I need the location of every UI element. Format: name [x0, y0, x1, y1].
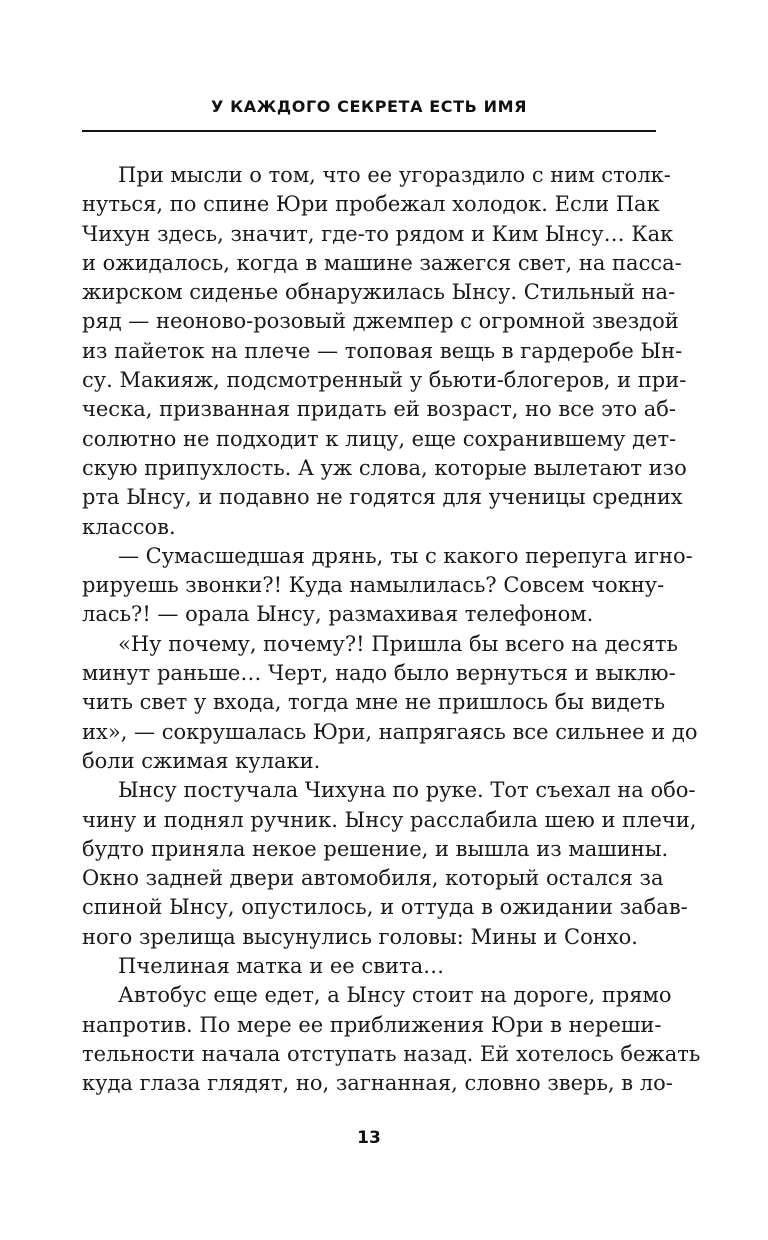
text-line: ческа, призванная придать ей возраст, но все это аб-	[82, 397, 677, 422]
paragraph	[82, 981, 701, 1098]
text-line: минут раньше… Черт, надо было вернуться и выклю-	[82, 661, 676, 686]
text-line: жирском сиденье обнаружилась Ынсу. Стильный на-	[82, 280, 676, 305]
text-line: «Ну почему, почему?! Пришла бы всего на десять	[118, 631, 678, 656]
text-line: спиной Ынсу, опустилось, и оттуда в ожидании забав-	[82, 895, 688, 920]
text-line: куда глаза глядят, но, загнанная, словно зверь, в ло-	[82, 1071, 673, 1096]
text-line: напротив. По мере ее приближения Юри в нереши-	[82, 1012, 662, 1037]
text-line: ного зрелища высунулись головы: Мины и Сонхо.	[82, 924, 638, 949]
text-line: Автобус еще едет, а Ынсу стоит на дороге, прямо	[118, 983, 672, 1008]
text-line: из пайеток на плече — топовая вещь в гардеробе Ын-	[82, 338, 683, 363]
text-line: классов.	[82, 514, 176, 539]
text-line: Ынсу постучала Чихуна по руке. Тот съехал на обо-	[118, 778, 696, 803]
paragraph	[82, 161, 687, 542]
text-line: ряд — неоново-розовый джемпер с огромной звездой	[82, 309, 679, 334]
text-line: Пчелиная матка и ее свита…	[118, 954, 445, 979]
text-line: лась?! — орала Ынсу, размахивая телефоном.	[82, 602, 594, 627]
text-line: рируешь звонки?! Куда намылилась? Совсем чокну-	[82, 573, 665, 598]
text-line: Чихун здесь, значит, где-то рядом и Ким Ынсу… Как	[82, 221, 674, 246]
paragraph	[82, 952, 656, 981]
text-line: рта Ынсу, и подавно не годятся для ученицы средних	[82, 485, 683, 510]
text-line: боли сжимая кулаки.	[82, 748, 321, 773]
running-title: У КАЖДОГО СЕКРЕТА ЕСТЬ ИМЯ	[210, 97, 528, 116]
page-number: 13	[357, 1128, 381, 1148]
text-line: чить свет у входа, тогда мне не пришлось бы видеть	[82, 690, 666, 715]
text-line: нуться, по спине Юри пробежал холодок. Если Пак	[82, 192, 660, 217]
paragraph	[82, 630, 698, 776]
paragraph	[82, 542, 693, 630]
text-line: тельности начала отступать назад. Ей хотелось бежать	[82, 1041, 701, 1066]
paragraph	[82, 776, 697, 952]
text-line: чину и поднял ручник. Ынсу расслабила шею и плечи,	[82, 807, 697, 832]
text-line: Окно задней двери автомобиля, который остался за	[82, 866, 664, 891]
text-line: и ожидалось, когда в машине зажегся свет, на пасса-	[82, 250, 682, 275]
header-rule	[82, 130, 656, 132]
text-line: скую припухлость. А уж слова, которые вылетают изо	[82, 455, 687, 480]
text-line: их», — сокрушалась Юри, напрягаясь все сильнее и до	[82, 719, 698, 744]
text-line: — Сумасшедшая дрянь, ты с какого перепуга игно-	[118, 543, 693, 568]
body-text	[82, 161, 701, 1099]
text-line: солютно не подходит к лицу, еще сохранившему дет-	[82, 426, 677, 451]
text-line: При мысли о том, что ее угораздило с ним столк-	[118, 163, 671, 187]
text-line: су. Макияж, подсмотренный у бьюти-блогеров, и при-	[82, 368, 687, 393]
text-line: будто приняла некое решение, и вышла из машины.	[82, 836, 669, 861]
